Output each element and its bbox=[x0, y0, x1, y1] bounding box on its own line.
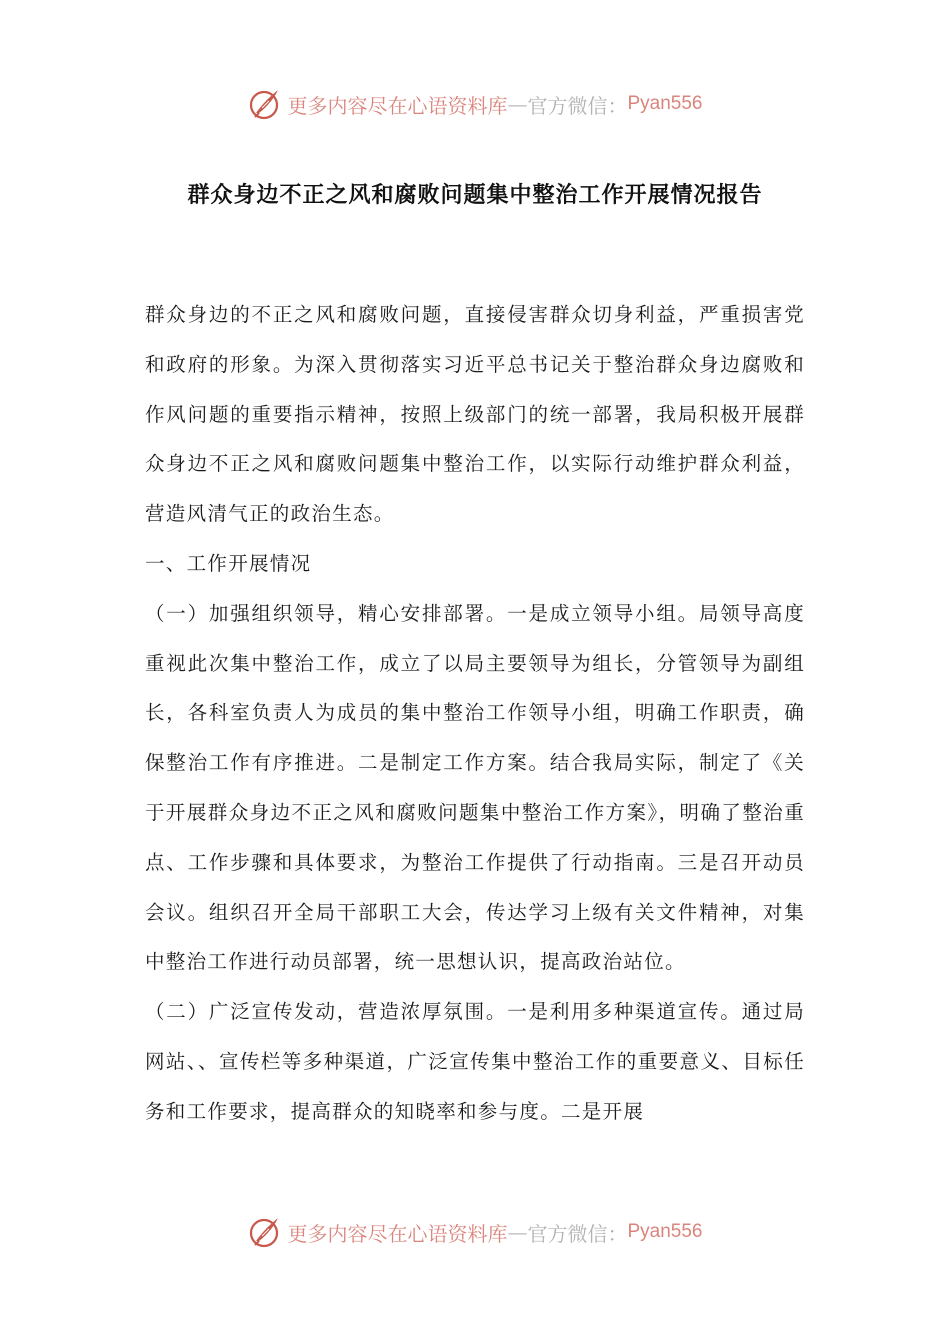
watermark-wechat-id: Pyan556 bbox=[627, 1221, 703, 1242]
paragraph-publicity: （二）广泛宣传发动，营造浓厚氛围。一是利用多种渠道宣传。通过局网站、、宣传栏等多种渠道，广泛宣传集中整治工作的重要意义、目标任务和工作要求，提高群众的知晓率和参与度。二是开展 bbox=[145, 1000, 805, 1123]
watermark-dash: — bbox=[507, 1220, 528, 1244]
quill-pen-logo-icon bbox=[247, 86, 283, 122]
watermark-wechat-label: 官方微信： bbox=[527, 93, 628, 118]
paragraph-intro: 群众身边的不正之风和腐败问题，直接侵害群众切身利益，严重损害党和政府的形象。为深入贯彻落实习近平总书记关于整治群众身边腐败和作风问题的重要指示精神，按照上级部门的统一部署，我局积极开展群众身边不正之风和腐败问题集中整治工作，以实际行动维护群众利益，营造风清气正的政治生态。 bbox=[145, 303, 805, 526]
quill-pen-logo-icon bbox=[247, 1214, 283, 1250]
watermark-main-text: 更多内容尽在心语资料库 bbox=[287, 93, 508, 118]
watermark-dash: — bbox=[507, 92, 528, 116]
watermark-wechat-label: 官方微信： bbox=[527, 1221, 628, 1246]
watermark-footer bbox=[0, 1212, 950, 1252]
watermark-header bbox=[0, 84, 950, 124]
watermark-main-text: 更多内容尽在心语资料库 bbox=[287, 1221, 508, 1246]
paragraph-organization: （一）加强组织领导，精心安排部署。一是成立领导小组。局领导高度重视此次集中整治工作，成立了以局主要领导为组长，分管领导为副组长，各科室负责人为成员的集中整治工作领导小组，明确工作职责，确保整治工作有序推进。二是制定工作方案。结合我局实际，制定了《关于开展群众身边不正之风和腐败问题集中整治工作方案》，明确了整治重点、工作步骤和具体要求，为整治工作提供了行动指南。三是召开动员会议。组织召开全局干部职工大会，传达学习上级有关文件精神，对集中整治工作进行动员部署，统一思想认识，提高政治站位。 bbox=[145, 601, 805, 974]
document-body bbox=[145, 290, 805, 1137]
section-heading: 一、工作开展情况 bbox=[145, 551, 312, 575]
document-title: 群众身边不正之风和腐败问题集中整治工作开展情况报告 bbox=[187, 183, 763, 208]
watermark-wechat-id: Pyan556 bbox=[627, 93, 703, 114]
